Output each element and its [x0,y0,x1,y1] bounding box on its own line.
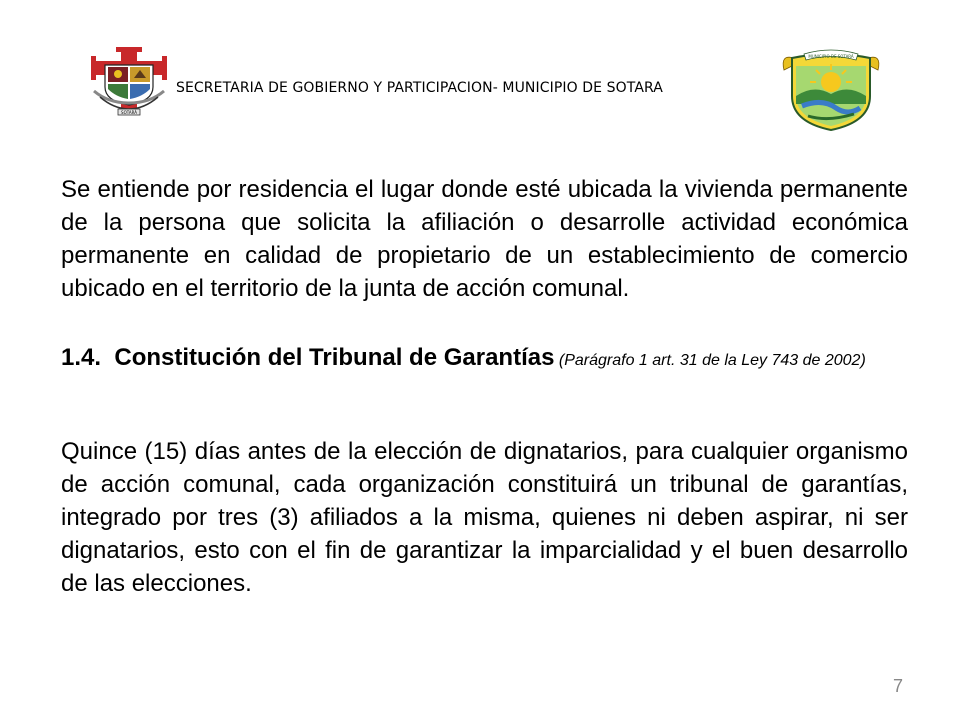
heading-title: Constitución del Tribunal de Garantías [114,344,555,371]
coat-of-arms-icon [88,45,170,117]
section-heading [61,343,908,376]
paragraph-tribunal: Quince (15) días antes de la elección de dignatarios, para cualquier organismo de acción comunal, cada organización constituirá un tribunal de garantías, integrado por tres (3) afiliados a la misma, quienes ni deben aspirar, ni ser dignatarios, esto con el fin de garantizar la imparcialidad y el buen desarrollo de las elecciones. [61,438,908,597]
municipal-shield-icon [778,44,884,132]
header-title: SECRETARIA DE GOBIERNO Y PARTICIPACION- MUNICIPIO DE SOTARA [176,80,663,96]
heading-number: 1.4. [61,344,102,371]
svg-text:MUNICIPIO DE SOTARÁ: MUNICIPIO DE SOTARÁ [808,54,854,59]
svg-text:SOTARÁ: SOTARÁ [121,110,137,115]
heading-reference: (Parágrafo 1 art. 31 de la Ley 743 de 2002) [558,352,866,369]
page-number: 7 [893,676,904,696]
paragraph-residencia: Se entiende por residencia el lugar donde esté ubicada la vivienda permanente de la persona que solicita la afiliación o desarrolle actividad económica permanente en calidad de propietario de un establecimiento de comercio ubicado en el territorio de la junta de acción comunal. [61,176,908,302]
